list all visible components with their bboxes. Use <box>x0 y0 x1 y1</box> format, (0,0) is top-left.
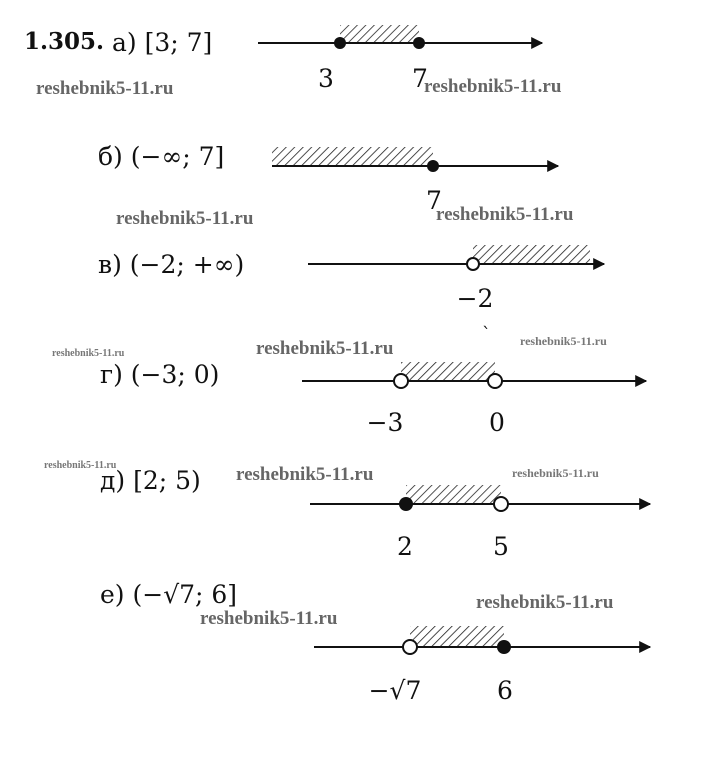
watermark: reshebnik5-11.ru <box>256 338 394 359</box>
closed-point <box>427 160 439 172</box>
hatched-interval <box>272 147 433 165</box>
watermark: reshebnik5-11.ru <box>520 334 607 348</box>
closed-point <box>399 497 413 511</box>
interval-label-f: е) (−√7; 6] <box>100 580 238 609</box>
open-point <box>494 497 508 511</box>
number-line-e <box>310 485 650 511</box>
tick-label: 5 <box>493 532 509 561</box>
watermark: reshebnik5-11.ru <box>52 348 125 359</box>
interval-label-c: в) (−2; +∞) <box>98 250 245 279</box>
closed-point <box>334 37 346 49</box>
interval-label-b: б) (−∞; 7] <box>98 142 225 171</box>
tick-label: 7 <box>426 186 442 215</box>
interval-label-d: г) (−3; 0) <box>100 360 220 389</box>
watermark: reshebnik5-11.ru <box>236 464 374 485</box>
hatched-interval <box>340 25 419 42</box>
watermark: reshebnik5-11.ru <box>476 592 614 613</box>
tick-label: 2 <box>397 532 413 561</box>
watermark: reshebnik5-11.ru <box>116 208 254 229</box>
open-point <box>403 640 417 654</box>
hatched-interval <box>473 245 590 263</box>
watermark: reshebnik5-11.ru <box>512 466 599 480</box>
hatched-interval <box>401 362 495 380</box>
number-line-a <box>258 25 542 49</box>
hatched-interval <box>410 626 504 647</box>
interval-label-e: д) [2; 5) <box>100 466 201 495</box>
watermark: reshebnik5-11.ru <box>36 78 174 99</box>
watermark: reshebnik5-11.ru <box>424 76 562 97</box>
tick-label: 6 <box>497 676 513 705</box>
interval-label-a: а) [3; 7] <box>112 28 213 57</box>
hatched-interval <box>406 485 501 504</box>
closed-point <box>497 640 511 654</box>
watermark: reshebnik5-11.ru <box>44 460 117 471</box>
number-line-d <box>302 362 646 388</box>
number-line-f <box>314 626 650 654</box>
tick-label: −2 <box>456 284 494 313</box>
tick-label: 7 <box>412 64 428 93</box>
open-point <box>467 258 479 270</box>
watermark: reshebnik5-11.ru <box>436 204 574 225</box>
watermark: reshebnik5-11.ru <box>200 608 338 629</box>
tick-label: −3 <box>366 408 404 437</box>
tick-label: −√7 <box>368 676 422 705</box>
open-point <box>394 374 408 388</box>
problem-number: 1.305. <box>24 28 105 55</box>
tick-label: 3 <box>318 64 334 93</box>
closed-point <box>413 37 425 49</box>
number-line-c <box>308 245 604 270</box>
number-line-b <box>272 147 558 172</box>
open-point <box>488 374 502 388</box>
tick-label: 0 <box>489 408 505 437</box>
stray-mark: ` <box>482 324 491 345</box>
